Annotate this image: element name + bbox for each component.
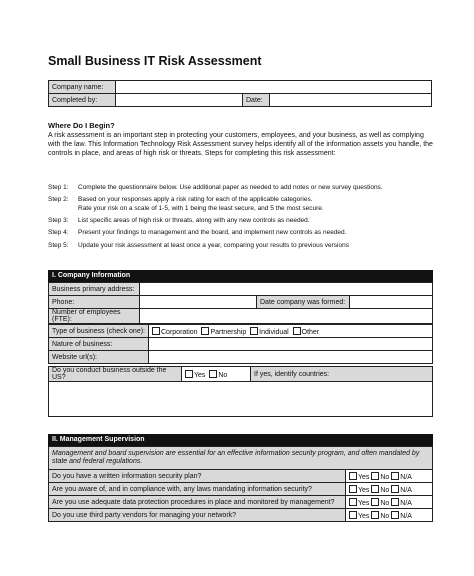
section1-header: I. Company Information [48,270,433,282]
section2-header: II. Management Supervision [48,434,433,446]
section2-description: Management and board supervision are essential for an effective information security program, and often mandated by state and federal regulations. [49,447,433,470]
employees-field[interactable] [140,309,433,324]
checkbox-yes[interactable] [349,511,357,519]
option-no: No [218,371,228,379]
checkbox-no[interactable] [371,511,379,519]
option-no: No [380,512,390,520]
date-formed-label: Date company was formed: [257,296,350,309]
option-yes: Yes [358,512,370,520]
step-text: List specific areas of high risk or threats, along with any new controls as needed. [78,217,310,225]
option-no: No [380,486,390,494]
intro-paragraph: A risk assessment is an important step in protecting your customers, employees, and your business, as well as complying with the law. This Information Technology Risk Assessment survey helps identify all of the information assets you handle, the controls in place, and areas of high risk or threats. Steps for completing this risk assessment: [48,132,433,157]
step-text: Update your risk assessment at least once a year, comparing your results to previous versions [78,241,349,249]
identify-countries-label: If yes, identify countries: [251,367,433,382]
checkbox-corporation[interactable] [152,327,160,335]
checkbox-partnership[interactable] [201,327,209,335]
answer-options [346,483,433,496]
answer-options [346,509,433,522]
management-table [48,446,433,522]
company-name-field[interactable] [116,81,432,94]
business-type-label: Type of business (check one): [49,325,149,338]
business-type-options [149,325,433,338]
checkbox-no[interactable] [209,370,217,378]
checkbox-yes[interactable] [185,370,193,378]
option-yes: Yes [358,473,370,481]
nature-label: Nature of business: [49,338,149,351]
step-number: Step 3: [48,217,69,225]
step-text: Complete the questionnaire below. Use additional paper as needed to add notes or new survey questions. [78,184,383,191]
website-field[interactable] [149,351,433,364]
question-1: Do you have a written information security plan? [49,470,346,483]
question-2: Are you aware of, and in compliance with, any laws mandating information security? [49,483,346,496]
answer-options [346,470,433,483]
checkbox-no[interactable] [371,472,379,480]
step-number: Step 2: [48,196,69,204]
outside-us-options [182,367,251,382]
date-field[interactable] [270,94,432,107]
step-item [48,229,383,238]
business-address-field[interactable] [140,283,433,296]
option-yes: Yes [358,499,370,507]
nature-field[interactable] [149,338,433,351]
option-individual: Individual [259,328,289,336]
checkbox-no[interactable] [371,485,379,493]
countries-field[interactable] [49,382,433,417]
checkbox-other[interactable] [293,327,301,335]
step-text: Present your findings to management and the board, and implement new controls as needed. [78,229,347,237]
step-number: Step 1: [48,184,69,191]
date-formed-field[interactable] [350,296,433,309]
option-no: No [380,499,390,507]
checkbox-yes[interactable] [349,472,357,480]
checkbox-no[interactable] [371,498,379,506]
outside-us-label: Do you conduct business outside the US? [49,367,182,382]
document-title: Small Business IT Risk Assessment [48,54,262,68]
option-corporation: Corporation [161,328,198,336]
checkbox-individual[interactable] [250,327,258,335]
step-item [48,217,383,226]
completed-by-field[interactable] [116,94,243,107]
phone-field[interactable] [140,296,257,309]
checkbox-na[interactable] [391,485,399,493]
option-partnership: Partnership [210,328,247,336]
steps-list [48,184,383,254]
question-4: Do you use third party vendors for managing your network? [49,509,346,522]
business-type-table [48,324,433,364]
business-address-label: Business primary address: [49,283,140,296]
option-na: N/A [400,486,412,494]
checkbox-yes[interactable] [349,498,357,506]
step-item [48,242,383,251]
outside-us-table [48,366,433,417]
company-info-table [48,282,433,324]
option-other: Other [301,328,320,336]
option-yes: Yes [358,486,370,494]
step-item [48,184,383,193]
employees-label: Number of employees (FTE): [49,309,140,324]
option-na: N/A [400,499,412,507]
checkbox-na[interactable] [391,472,399,480]
step-text [78,196,324,214]
completed-by-label: Completed by: [49,94,116,107]
option-na: N/A [400,512,412,520]
checkbox-na[interactable] [391,498,399,506]
step-item [48,196,383,214]
option-yes: Yes [194,371,206,379]
step-number: Step 5: [48,241,69,249]
option-na: N/A [400,473,412,481]
checkbox-yes[interactable] [349,485,357,493]
step-number: Step 4: [48,229,69,237]
checkbox-na[interactable] [391,511,399,519]
website-label: Website url(s): [49,351,149,364]
question-3: Are you use adequate data protection procedures in place and monitored by management? [49,496,346,509]
step-text-line: Based on your responses apply a risk rating for each of the applicable categories. [78,196,313,204]
company-name-label: Company name: [49,81,116,94]
step-text-line: Rate your risk on a scale of 1-5, with 1 being the least secure, and 5 the most secure. [78,204,324,212]
phone-label: Phone: [49,296,140,309]
answer-options [346,496,433,509]
date-label: Date: [243,94,270,107]
intro-heading: Where Do I Begin? [48,121,115,130]
header-table [48,80,432,107]
option-no: No [380,473,390,481]
